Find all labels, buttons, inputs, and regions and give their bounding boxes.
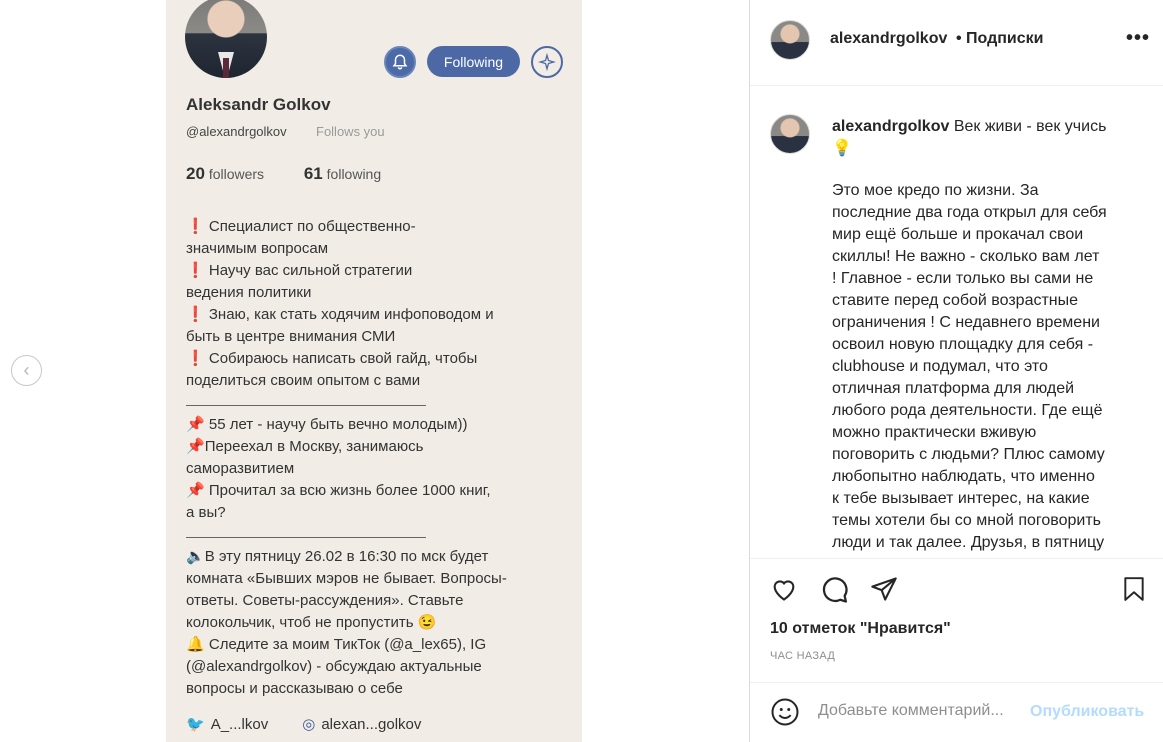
bio-emoji-icon: 📌 [186, 482, 205, 499]
share-icon[interactable] [868, 573, 900, 605]
bio-line: вопросы и рассказываю о себе [186, 680, 403, 697]
post-side-panel [750, 0, 1163, 742]
comment-input[interactable] [818, 702, 1024, 720]
twitter-icon: 🐦 [186, 716, 205, 733]
caption-title: Век живи - век учись [953, 118, 1107, 135]
caption-author-avatar[interactable] [770, 114, 810, 154]
instagram-icon: ◎ [302, 716, 316, 733]
bio-emoji-icon: 📌 [186, 438, 205, 455]
caption-line: clubhouse и подумал, что это [832, 358, 1048, 375]
caption-line: мир ещё больше и прокачал свои [832, 226, 1084, 243]
more-options-icon[interactable]: ••• [1126, 27, 1151, 49]
caption-line: любого рода деятельности. Где ещё [832, 402, 1103, 419]
post-timestamp[interactable]: ЧАС НАЗАД [770, 650, 836, 662]
previous-post-button[interactable] [11, 355, 42, 386]
bio-line: 📌 55 лет - научу быть вечно молодым)) [186, 416, 468, 433]
author-avatar[interactable] [770, 20, 810, 60]
caption-line: ограничения ! С недавнего времени [832, 314, 1100, 331]
bio-line: поделиться своим опытом с вами [186, 372, 421, 389]
bio-line: 📌Переехал в Москву, занимаюсь [186, 438, 424, 455]
followers-label: followers [208, 166, 265, 182]
bio-line: значимым вопросам [186, 240, 329, 257]
lightbulb-icon: 💡 [832, 140, 852, 157]
tie-shape [223, 58, 229, 78]
likes-count[interactable]: 10 отметок "Нравится" [770, 620, 951, 637]
bio-line: ❗ Специалист по общественно- [186, 218, 416, 235]
bio-divider [186, 524, 536, 546]
comment-bar [750, 682, 1163, 742]
caption-line: отличная платформа для людей [832, 380, 1075, 397]
bookmark-icon[interactable] [1118, 573, 1150, 605]
bell-icon [384, 46, 416, 78]
profile-handle: @alexandrgolkov [186, 124, 287, 139]
bio-line: 🔔 Следите за моим ТикТок (@a_lex65), IG [186, 636, 487, 653]
caption-line: Это мое кредо по жизни. За [832, 182, 1039, 199]
caption-line: любопытно наблюдать, что именно [832, 468, 1095, 485]
profile-bio [186, 216, 536, 700]
bio-line: ведения политики [186, 284, 312, 301]
bio-line: ❗ Собираюсь написать свой гайд, чтобы [186, 350, 478, 367]
bio-line: (@alexandrgolkov) - обсуждаю актуальные [186, 658, 482, 675]
bio-line: ❗ Научу вас сильной стратегии [186, 262, 413, 279]
caption-line: ! Главное - если только вы сами не [832, 270, 1094, 287]
publish-button[interactable]: Опубликовать [1030, 703, 1145, 720]
bio-emoji-icon: 📌 [186, 416, 205, 433]
caption-body [832, 180, 1142, 554]
profile-stats [186, 164, 381, 184]
bio-divider [186, 392, 536, 414]
post-actions [750, 558, 1163, 682]
subscriptions-label[interactable]: • Подписки [956, 30, 1044, 47]
profile-photo [185, 0, 267, 78]
post-caption [750, 86, 1163, 558]
bio-line: комната «Бывших мэров не бывает. Вопросы- [186, 570, 507, 587]
caption-line: ставите перед собой возрастные [832, 292, 1079, 309]
bio-emoji-icon: ❗ [186, 262, 205, 279]
followers-count: 20 [186, 164, 205, 183]
chevron-left-icon: ‹ [23, 360, 30, 380]
caption-header [832, 116, 1152, 160]
caption-line: можно практически вживую [832, 424, 1037, 441]
caption-username[interactable]: alexandrgolkov [832, 118, 950, 135]
author-username[interactable]: alexandrgolkov [830, 30, 948, 47]
post-image-clubhouse-profile [166, 0, 582, 742]
bio-emoji-icon: 🔔 [186, 636, 205, 653]
post-header [750, 0, 1163, 86]
following-count: 61 [303, 164, 323, 183]
bio-emoji-icon: 🔈 [186, 548, 205, 565]
comment-icon[interactable] [818, 573, 850, 605]
caption-line: последние два года открыл для себя [832, 204, 1107, 221]
profile-social-links [186, 715, 421, 733]
caption-line: поговорить с людьми? Плюс самому [832, 446, 1105, 463]
bio-line: 🔈В эту пятницу 26.02 в 16:30 по мск будет [186, 548, 489, 565]
bio-line: а вы? [186, 504, 226, 521]
bio-emoji-icon: ❗ [186, 350, 205, 367]
following-button-image: Following [427, 46, 520, 77]
bio-line: колокольчик, чтоб не пропустить 😉 [186, 614, 437, 631]
following-label: following [326, 166, 382, 182]
bio-line: быть в центре внимания СМИ [186, 328, 396, 345]
bio-line: ❗ Знаю, как стать ходячим инфоповодом и [186, 306, 494, 323]
profile-name: Aleksandr Golkov [186, 95, 331, 114]
bio-line: ответы. Советы-рассуждения». Ставьте [186, 592, 464, 609]
twitter-link: 🐦 A_...lkov [186, 716, 269, 733]
heart-icon[interactable] [768, 573, 800, 605]
sparkle-icon [531, 46, 563, 78]
bio-line: 📌 Прочитал за всю жизнь более 1000 книг, [186, 482, 491, 499]
bio-emoji-icon: ❗ [186, 218, 205, 235]
bio-line: саморазвитием [186, 460, 295, 477]
caption-line: освоил новую площадку для себя - [832, 336, 1094, 353]
caption-line: скиллы! Не важно - сколько вам лет [832, 248, 1100, 265]
follows-you-label: Follows you [316, 124, 385, 139]
emoji-icon[interactable] [770, 697, 800, 732]
caption-line: к тебе вызывает интерес, на какие [832, 490, 1090, 507]
caption-line: темы хотели бы со мной поговорить [832, 512, 1102, 529]
bio-emoji-icon: ❗ [186, 306, 205, 323]
instagram-link: ◎ alexan...golkov [302, 716, 422, 733]
caption-line: люди и так далее. Друзья, в пятницу [832, 534, 1105, 551]
